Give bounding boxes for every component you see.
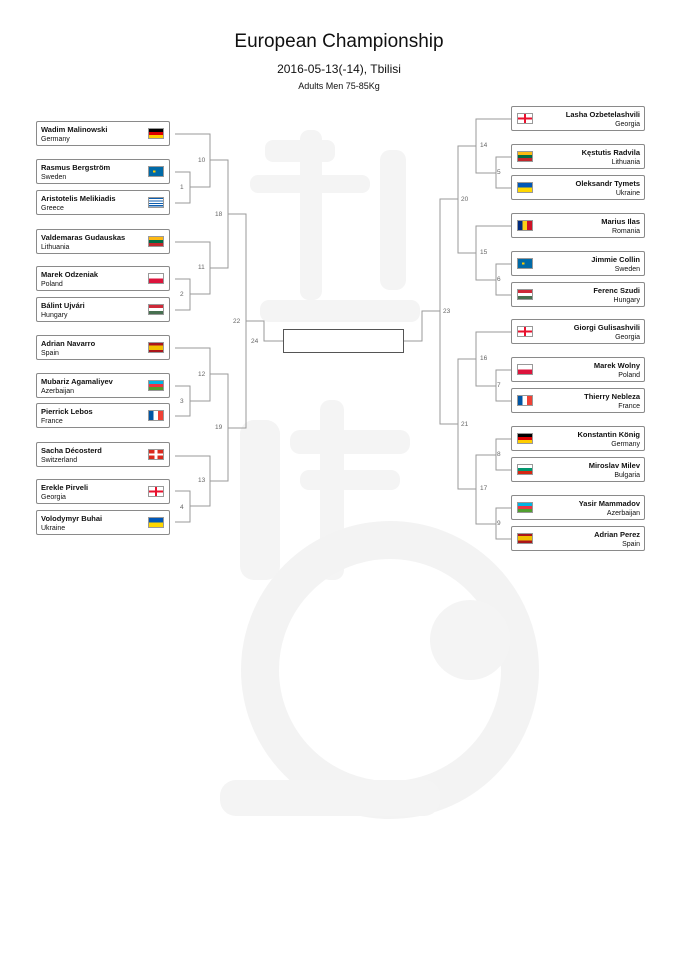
competitor-card xyxy=(511,457,645,482)
sweden-flag-icon xyxy=(517,258,533,269)
competitor-name: Rasmus Bergström xyxy=(41,163,111,172)
competitor-card xyxy=(511,526,645,551)
competitor-card xyxy=(511,282,645,307)
competitor-card xyxy=(36,190,170,215)
competitor-name: Valdemaras Gudauskas xyxy=(41,233,126,242)
competitor-name: Yasir Mammadov xyxy=(578,499,640,508)
match-number: 2 xyxy=(180,291,184,298)
competitor-card xyxy=(36,266,170,291)
competitor-name: Marek Wolny xyxy=(593,361,640,370)
match-number: 4 xyxy=(180,504,184,511)
competitor-card xyxy=(36,159,170,184)
match-number: 20 xyxy=(461,196,469,203)
match-number: 10 xyxy=(198,157,206,164)
competitor-card xyxy=(511,426,645,451)
event-date-location: 2016-05-13(-14), Tbilisi xyxy=(277,62,401,76)
competitor-country: Sweden xyxy=(41,174,67,181)
competitor-country: Hungary xyxy=(613,297,640,304)
switzerland-flag-icon xyxy=(148,449,164,460)
competitor-card xyxy=(511,251,645,276)
france-flag-icon xyxy=(517,395,533,406)
match-number: 6 xyxy=(497,276,501,283)
match-number: 1 xyxy=(180,184,184,191)
competitor-country: Spain xyxy=(622,541,640,548)
competitor-name: Bálint Ujvári xyxy=(41,301,85,310)
ukraine-flag-icon xyxy=(148,517,164,528)
competitor-name: Lasha Ozbetelashvili xyxy=(565,110,640,119)
match-number: 13 xyxy=(198,477,206,484)
competitor-name: Oleksandr Tymets xyxy=(575,179,640,188)
competitor-card xyxy=(511,144,645,169)
competitor-name: Thierry Nebleza xyxy=(584,392,640,401)
competitor-country: Germany xyxy=(41,136,70,143)
competitor-card xyxy=(511,319,645,344)
competitor-country: Georgia xyxy=(41,494,66,501)
competitor-card xyxy=(511,495,645,520)
competitor-country: Georgia xyxy=(615,121,640,128)
competitor-name: Volodymyr Buhai xyxy=(41,514,103,523)
competitor-country: Bulgaria xyxy=(614,472,640,479)
match-number: 14 xyxy=(480,142,488,149)
match-number: 3 xyxy=(180,398,184,405)
competitor-card xyxy=(511,357,645,382)
competitor-country: Sweden xyxy=(614,266,640,273)
match-number: 12 xyxy=(198,371,206,378)
competitor-country: Azerbaijan xyxy=(41,388,75,395)
competitor-country: Ukraine xyxy=(41,525,66,532)
competitor-card xyxy=(36,121,170,146)
match-number: 23 xyxy=(443,308,451,315)
romania-flag-icon xyxy=(517,220,533,231)
competitor-card xyxy=(36,297,170,322)
competitor-name: Adrian Perez xyxy=(594,530,640,539)
competitor-country: Hungary xyxy=(41,312,68,319)
match-number: 19 xyxy=(215,424,223,431)
competitor-name: Mubariz Agamaliyev xyxy=(41,377,113,386)
match-number: 5 xyxy=(497,169,501,176)
competitor-country: Switzerland xyxy=(41,457,78,464)
match-number: 7 xyxy=(497,382,501,389)
azerbaijan-flag-icon xyxy=(517,502,533,513)
azerbaijan-flag-icon xyxy=(148,380,164,391)
competitor-name: Erekle Pirveli xyxy=(41,483,89,492)
match-number: 11 xyxy=(198,264,205,271)
competitor-name: Aristotelis Melikiadis xyxy=(41,194,116,203)
spain-flag-icon xyxy=(148,342,164,353)
hungary-flag-icon xyxy=(148,304,164,315)
competitor-country: Azerbaijan xyxy=(606,510,640,517)
georgia-flag-icon xyxy=(517,113,533,124)
competitor-card xyxy=(36,373,170,398)
page-title: European Championship xyxy=(234,31,444,52)
competitor-card xyxy=(36,229,170,254)
match-number: 24 xyxy=(251,338,259,345)
competitor-country: Lithuania xyxy=(611,159,640,166)
competitor-country: Spain xyxy=(41,350,59,357)
competitor-card xyxy=(36,442,170,467)
weight-category: Adults Men 75-85Kg xyxy=(298,81,380,91)
competitor-country: Georgia xyxy=(615,334,640,341)
competitor-country: Ukraine xyxy=(615,190,640,197)
competitor-card xyxy=(511,106,645,131)
competitor-country: Romania xyxy=(611,228,640,235)
sweden-flag-icon xyxy=(148,166,164,177)
competitor-name: Marius Ilas xyxy=(601,217,640,226)
germany-flag-icon xyxy=(148,128,164,139)
competitor-card xyxy=(36,510,170,535)
competitor-country: Germany xyxy=(611,441,640,448)
poland-flag-icon xyxy=(148,273,164,284)
competitor-name: Pierrick Lebos xyxy=(41,407,93,416)
poland-flag-icon xyxy=(517,364,533,375)
competitor-name: Giorgi Gulisashvili xyxy=(573,323,640,332)
competitor-card xyxy=(36,479,170,504)
competitor-name: Jimmie Collin xyxy=(591,255,640,264)
competitor-country: Lithuania xyxy=(41,244,70,251)
competitor-card xyxy=(511,175,645,200)
competitor-country: France xyxy=(41,418,63,425)
competitor-name: Konstantin König xyxy=(577,430,640,439)
germany-flag-icon xyxy=(517,433,533,444)
competitor-card xyxy=(511,213,645,238)
competitor-card xyxy=(511,388,645,413)
final-winner-box xyxy=(283,329,404,353)
competitor-card xyxy=(36,403,170,428)
match-number: 16 xyxy=(480,355,488,362)
competitor-name: Miroslav Milev xyxy=(588,461,640,470)
match-number: 15 xyxy=(480,249,488,256)
competitor-name: Wadim Malinowski xyxy=(41,125,108,134)
match-number: 18 xyxy=(215,211,223,218)
match-number: 17 xyxy=(480,485,488,492)
match-number: 8 xyxy=(497,451,501,458)
competitor-card xyxy=(36,335,170,360)
match-number: 22 xyxy=(233,318,241,325)
lithuania-flag-icon xyxy=(517,151,533,162)
greece-flag-icon xyxy=(148,197,164,208)
competitor-name: Sacha Décosterd xyxy=(41,446,102,455)
match-number: 9 xyxy=(497,520,501,527)
georgia-flag-icon xyxy=(517,326,533,337)
ukraine-flag-icon xyxy=(517,182,533,193)
hungary-flag-icon xyxy=(517,289,533,300)
france-flag-icon xyxy=(148,410,164,421)
competitor-country: France xyxy=(618,403,640,410)
competitor-country: Greece xyxy=(41,205,64,212)
bulgaria-flag-icon xyxy=(517,464,533,475)
competitor-name: Ferenc Szudi xyxy=(593,286,640,295)
match-number: 21 xyxy=(461,421,469,428)
competitor-name: Marek Odzeniak xyxy=(41,270,99,279)
spain-flag-icon xyxy=(517,533,533,544)
competitor-name: Adrian Navarro xyxy=(41,339,96,348)
lithuania-flag-icon xyxy=(148,236,164,247)
competitor-name: Kęstutis Radvila xyxy=(581,148,640,157)
georgia-flag-icon xyxy=(148,486,164,497)
competitor-country: Poland xyxy=(618,372,640,379)
competitor-country: Poland xyxy=(41,281,63,288)
